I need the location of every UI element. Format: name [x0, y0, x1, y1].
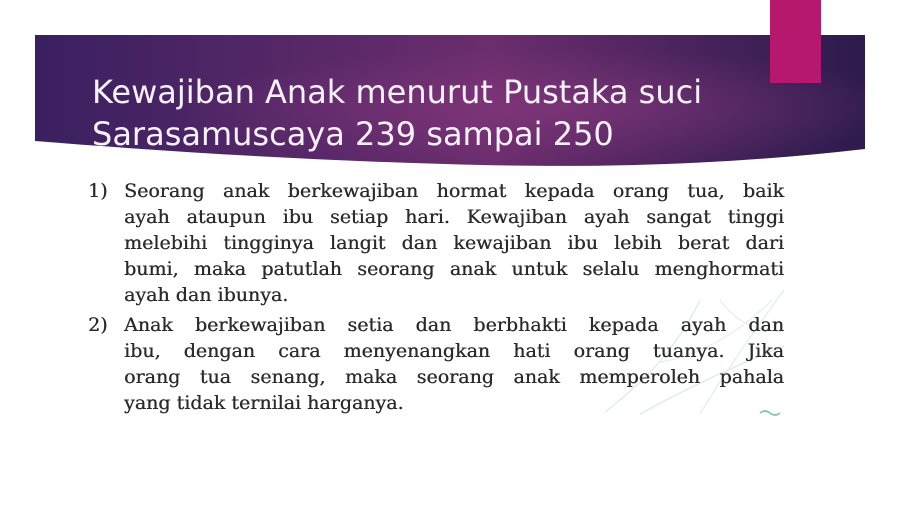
- item-line: ayah ataupun ibu setiap hari. Kewajiban ayah sangat tinggi: [124, 206, 784, 228]
- item-line: melebihi tingginya langit dan kewajiban ibu lebih berat dari: [124, 232, 784, 254]
- item-line: ayah dan ibunya.: [124, 284, 289, 306]
- item-marker: 1): [88, 180, 108, 202]
- slide-title-line-2: Sarasamuscaya 239 sampai 250: [92, 115, 614, 153]
- item-line: yang tidak ternilai harganya.: [124, 392, 404, 414]
- item-line: Anak berkewajiban setia dan berbhakti kepada ayah dan: [124, 314, 784, 336]
- slide-title-line-1: Kewajiban Anak menurut Pustaka suci: [92, 73, 703, 111]
- item-line: Seorang anak berkewajiban hormat kepada orang tua, baik: [124, 180, 784, 202]
- slide-body: [88, 176, 790, 424]
- item-line: bumi, maka patutlah seorang anak untuk selalu menghormati: [124, 258, 784, 280]
- item-line: ibu, dengan cara menyenangkan hati orang tuanya. Jika: [124, 340, 784, 362]
- item-line: orang tua senang, maka seorang anak memperoleh pahala: [124, 366, 784, 388]
- item-marker: 2): [88, 314, 108, 336]
- item-text: [124, 312, 784, 416]
- item-text: [124, 178, 784, 308]
